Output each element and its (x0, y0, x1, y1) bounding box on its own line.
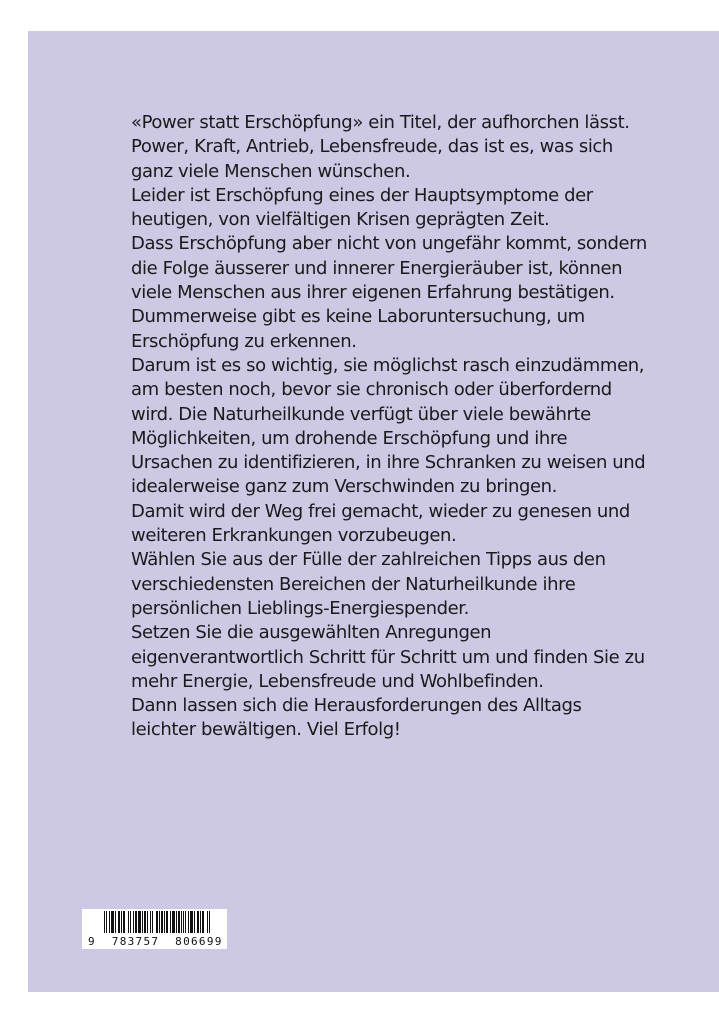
barcode-bar (138, 911, 141, 933)
barcode-bar (152, 911, 153, 933)
blurb-paragraph-7: Wählen Sie aus der Fülle der zahlreichen Tipps aus den verschiedensten Bereichen der Naturheilkunde ihre persönlichen Lieblings-Energiespender. (131, 549, 606, 619)
barcode-bar (159, 911, 160, 933)
barcode-bar (147, 911, 148, 933)
barcode-bar (170, 911, 171, 933)
barcode-bar (172, 911, 175, 933)
barcode-bar (164, 911, 165, 933)
barcode-bar (118, 911, 120, 933)
barcode-bar (188, 911, 189, 933)
barcode-bar (178, 911, 180, 933)
barcode-bar (197, 911, 199, 933)
barcode-bar (185, 911, 186, 933)
barcode-bar (142, 911, 143, 933)
barcode-bar (135, 911, 137, 933)
barcode-bar (144, 911, 146, 933)
barcode-bar (209, 911, 210, 933)
barcode-bar (109, 911, 110, 933)
barcode-bar (115, 911, 116, 933)
blurb-text (131, 111, 651, 743)
blurb-paragraph-5: Darum ist es so wichtig, sie möglichst rasch einzudämmen, am besten noch, bevor sie chronisch oder überfordernd wird. Die Naturheilkunde verfügt über viele bewährte Möglichkeiten, um drohende Erschöpfung und ihre Ursachen zu identifizieren, in ihre Schranken zu weisen und idealerweise ganz zum Verschwinden zu bringen. (131, 354, 646, 498)
isbn-barcode (82, 909, 227, 949)
barcode-bar (181, 911, 182, 933)
blurb-paragraph-2: Leider ist Erschöpfung eines der Hauptsymptome der heutigen, von vielfältigen Krisen geprägten Zeit. (131, 184, 593, 231)
barcode-bar (111, 911, 114, 933)
barcode-bar (176, 911, 177, 933)
blurb-paragraph-9: Dann lassen sich die Herausforderungen des Alltags leichter bewältigen. Viel Erfolg! (131, 695, 582, 741)
blurb-paragraph-4: Dummerweise gibt es keine Laboruntersuchung, um Erschöpfung zu erkennen. (131, 306, 585, 352)
barcode-bar (123, 911, 125, 933)
barcode-bar (166, 911, 168, 933)
barcode-bar (194, 911, 195, 933)
blurb-paragraph-1: «Power statt Erschöpfung» ein Titel, der aufhorchen lässt. Power, Kraft, Antrieb, Lebensfreude, das ist es, was sich ganz viele Menschen wünschen. (131, 112, 630, 182)
barcode-bar (106, 911, 107, 933)
blurb-paragraph-3: Dass Erschöpfung aber nicht von ungefähr kommt, sondern die Folge äusserer und innerer Energieräuber ist, können viele Menschen aus ihrer eigenen Erfahrung bestätigen. (131, 233, 647, 304)
barcode-bar (200, 911, 201, 933)
barcode-bar (133, 911, 134, 933)
barcode-bar (202, 911, 204, 933)
barcode-bar (161, 911, 163, 933)
barcode-bar (183, 911, 184, 933)
barcode-bar (128, 911, 129, 933)
barcode-bar (207, 911, 208, 933)
barcode-bar (130, 911, 131, 933)
barcode-bar (121, 911, 122, 933)
barcode-digits: 9 783757 806699 (88, 935, 223, 948)
barcode-bar (104, 911, 105, 933)
barcode-bar (190, 911, 193, 933)
blurb-paragraph-6: Damit wird der Weg frei gemacht, wieder zu genesen und weiteren Erkrankungen vorzubeugen. (131, 500, 630, 547)
barcode-bar (156, 911, 158, 933)
barcode-bars (104, 911, 210, 933)
blurb-paragraph-8: Setzen Sie die ausgewählten Anregungen eigenverantwortlich Schritt für Schritt um und finden Sie zu mehr Energie, Lebensfreude und Wohlbefinden. (131, 622, 645, 692)
barcode-bar (150, 911, 151, 933)
